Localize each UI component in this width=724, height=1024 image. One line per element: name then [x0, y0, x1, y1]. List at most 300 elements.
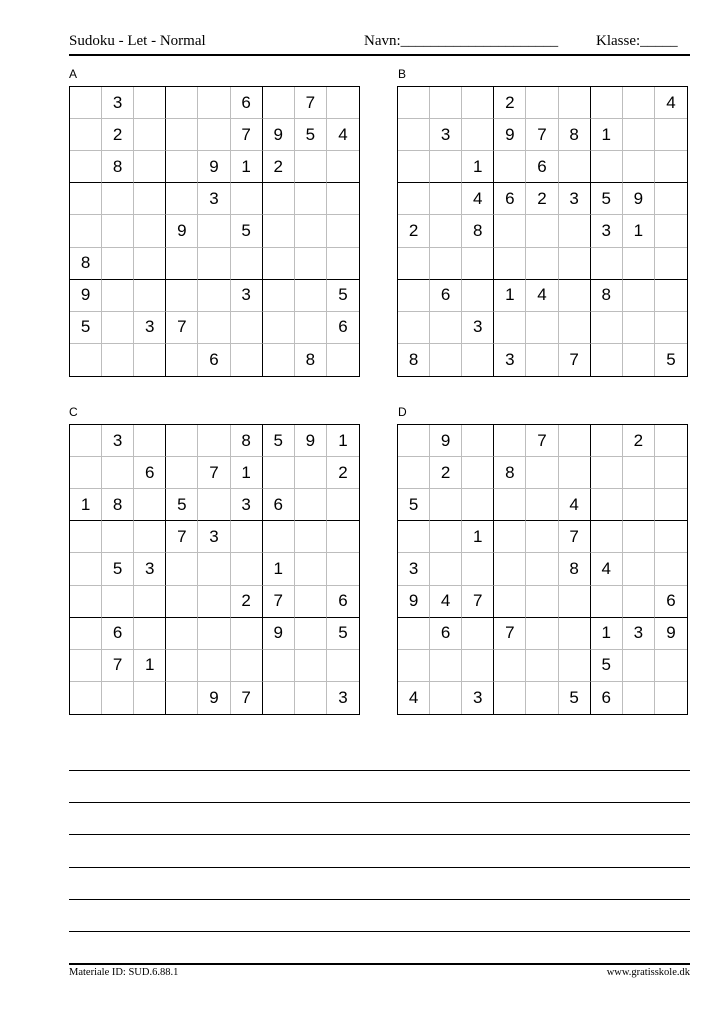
sudoku-cell[interactable]: [655, 183, 687, 215]
sudoku-cell[interactable]: 3: [231, 489, 263, 521]
sudoku-cell[interactable]: [263, 650, 295, 682]
sudoku-cell[interactable]: [526, 521, 558, 553]
sudoku-cell[interactable]: [398, 280, 430, 312]
sudoku-cell[interactable]: 5: [666, 349, 676, 369]
sudoku-cell[interactable]: [295, 280, 327, 312]
sudoku-cell[interactable]: [559, 312, 591, 344]
sudoku-cell[interactable]: [70, 618, 102, 650]
sudoku-cell[interactable]: [102, 280, 134, 312]
sudoku-cell[interactable]: [623, 682, 655, 714]
sudoku-cell[interactable]: 7: [231, 119, 263, 151]
sudoku-cell[interactable]: [623, 586, 655, 618]
sudoku-cell[interactable]: [430, 151, 462, 183]
sudoku-cell[interactable]: 9: [198, 151, 230, 183]
sudoku-cell[interactable]: [494, 248, 526, 280]
sudoku-cell[interactable]: [462, 618, 494, 650]
sudoku-cell[interactable]: [231, 650, 263, 682]
sudoku-cell[interactable]: [398, 87, 430, 119]
sudoku-cell[interactable]: [623, 151, 655, 183]
sudoku-cell[interactable]: [398, 119, 430, 151]
sudoku-cell[interactable]: 9: [263, 119, 295, 151]
sudoku-cell[interactable]: 3: [102, 425, 134, 457]
sudoku-cell[interactable]: 2: [430, 457, 462, 489]
sudoku-cell[interactable]: 9: [166, 215, 198, 247]
sudoku-cell[interactable]: [134, 682, 166, 714]
sudoku-cell[interactable]: [70, 87, 102, 119]
sudoku-cell[interactable]: [494, 521, 526, 553]
sudoku-cell[interactable]: 6: [263, 489, 295, 521]
sudoku-cell[interactable]: 1: [462, 521, 494, 553]
sudoku-cell[interactable]: [295, 521, 327, 553]
sudoku-cell[interactable]: [526, 586, 558, 618]
sudoku-cell[interactable]: [70, 553, 102, 585]
sudoku-cell[interactable]: [70, 521, 102, 553]
sudoku-cell[interactable]: [623, 119, 655, 151]
sudoku-cell[interactable]: [263, 215, 295, 247]
sudoku-cell[interactable]: [526, 489, 558, 521]
sudoku-cell[interactable]: [166, 586, 198, 618]
sudoku-cell[interactable]: 1: [623, 215, 655, 247]
sudoku-cell[interactable]: 6: [198, 344, 230, 376]
sudoku-cell[interactable]: [134, 344, 166, 376]
sudoku-cell[interactable]: [295, 312, 327, 344]
sudoku-cell[interactable]: [198, 87, 230, 119]
sudoku-cell[interactable]: [559, 215, 591, 247]
sudoku-cell[interactable]: 5: [166, 489, 198, 521]
sudoku-cell[interactable]: [430, 248, 462, 280]
sudoku-cell[interactable]: 8: [462, 215, 494, 247]
sudoku-cell[interactable]: 8: [559, 553, 591, 585]
sudoku-cell[interactable]: [591, 425, 623, 457]
sudoku-cell[interactable]: [263, 344, 295, 376]
sudoku-cell[interactable]: [623, 650, 655, 682]
sudoku-cell[interactable]: [494, 553, 526, 585]
sudoku-cell[interactable]: [655, 280, 687, 312]
sudoku-cell[interactable]: [623, 489, 655, 521]
writing-line[interactable]: [69, 931, 690, 932]
sudoku-cell[interactable]: [655, 521, 687, 553]
sudoku-cell[interactable]: [462, 489, 494, 521]
sudoku-cell[interactable]: [591, 344, 623, 376]
class-field[interactable]: Klasse:_____: [596, 33, 678, 49]
sudoku-cell[interactable]: 7: [166, 521, 198, 553]
sudoku-cell[interactable]: [623, 312, 655, 344]
sudoku-cell[interactable]: [591, 586, 623, 618]
sudoku-cell[interactable]: [398, 650, 430, 682]
sudoku-cell[interactable]: [591, 87, 623, 119]
sudoku-cell[interactable]: [198, 215, 230, 247]
sudoku-cell[interactable]: [70, 215, 102, 247]
sudoku-grid-a[interactable]: [69, 86, 360, 377]
sudoku-cell[interactable]: [102, 344, 134, 376]
sudoku-cell[interactable]: 5: [327, 618, 359, 650]
sudoku-cell[interactable]: 6: [430, 618, 462, 650]
sudoku-cell[interactable]: 9: [655, 618, 687, 650]
sudoku-cell[interactable]: 5: [559, 682, 591, 714]
sudoku-cell[interactable]: [462, 425, 494, 457]
sudoku-cell[interactable]: [327, 489, 359, 521]
sudoku-cell[interactable]: 4: [655, 87, 687, 119]
sudoku-cell[interactable]: [166, 553, 198, 585]
sudoku-cell[interactable]: [263, 248, 295, 280]
sudoku-cell[interactable]: 7: [198, 457, 230, 489]
sudoku-cell[interactable]: [198, 489, 230, 521]
sudoku-cell[interactable]: [462, 650, 494, 682]
sudoku-cell[interactable]: [134, 618, 166, 650]
writing-line[interactable]: [69, 802, 690, 803]
sudoku-cell[interactable]: [623, 344, 655, 376]
sudoku-cell[interactable]: [70, 650, 102, 682]
sudoku-cell[interactable]: [134, 425, 166, 457]
sudoku-cell[interactable]: 7: [263, 586, 295, 618]
sudoku-cell[interactable]: 7: [166, 312, 198, 344]
sudoku-cell[interactable]: [134, 119, 166, 151]
sudoku-cell[interactable]: [494, 215, 526, 247]
sudoku-cell[interactable]: 6: [102, 618, 134, 650]
sudoku-cell[interactable]: [494, 650, 526, 682]
sudoku-cell[interactable]: [559, 280, 591, 312]
sudoku-cell[interactable]: [494, 489, 526, 521]
sudoku-cell[interactable]: [70, 586, 102, 618]
sudoku-cell[interactable]: 7: [462, 586, 494, 618]
sudoku-cell[interactable]: 1: [231, 151, 263, 183]
sudoku-cell[interactable]: 4: [462, 183, 494, 215]
sudoku-cell[interactable]: 1: [70, 489, 102, 521]
sudoku-cell[interactable]: [102, 312, 134, 344]
sudoku-cell[interactable]: [430, 344, 462, 376]
sudoku-cell[interactable]: [134, 215, 166, 247]
sudoku-cell[interactable]: 8: [591, 280, 623, 312]
sudoku-cell[interactable]: 3: [623, 618, 655, 650]
sudoku-cell[interactable]: [327, 215, 359, 247]
sudoku-cell[interactable]: 9: [494, 119, 526, 151]
writing-line[interactable]: [69, 834, 690, 835]
sudoku-cell[interactable]: 3: [231, 280, 263, 312]
sudoku-cell[interactable]: [295, 248, 327, 280]
sudoku-cell[interactable]: [166, 425, 198, 457]
sudoku-cell[interactable]: [166, 344, 198, 376]
sudoku-cell[interactable]: 1: [263, 553, 295, 585]
sudoku-cell[interactable]: 1: [231, 457, 263, 489]
sudoku-cell[interactable]: 7: [526, 425, 558, 457]
sudoku-cell[interactable]: 5: [231, 215, 263, 247]
sudoku-cell[interactable]: [295, 586, 327, 618]
writing-line[interactable]: [69, 770, 690, 771]
sudoku-cell[interactable]: [134, 280, 166, 312]
sudoku-cell[interactable]: [295, 151, 327, 183]
sudoku-cell[interactable]: [327, 344, 359, 376]
sudoku-cell[interactable]: 3: [398, 553, 430, 585]
sudoku-cell[interactable]: [198, 586, 230, 618]
sudoku-cell[interactable]: [198, 425, 230, 457]
sudoku-cell[interactable]: 5: [591, 183, 623, 215]
sudoku-cell[interactable]: [623, 521, 655, 553]
sudoku-cell[interactable]: [263, 457, 295, 489]
sudoku-cell[interactable]: [559, 151, 591, 183]
sudoku-cell[interactable]: [526, 457, 558, 489]
sudoku-cell[interactable]: [591, 312, 623, 344]
sudoku-cell[interactable]: [655, 489, 687, 521]
sudoku-cell[interactable]: 4: [559, 489, 591, 521]
sudoku-cell[interactable]: [70, 457, 102, 489]
sudoku-cell[interactable]: [462, 344, 494, 376]
sudoku-cell[interactable]: [430, 521, 462, 553]
sudoku-cell[interactable]: [295, 650, 327, 682]
sudoku-cell[interactable]: 6: [494, 183, 526, 215]
sudoku-cell[interactable]: [430, 183, 462, 215]
sudoku-cell[interactable]: [655, 425, 687, 457]
sudoku-cell[interactable]: 3: [134, 312, 166, 344]
sudoku-cell[interactable]: 8: [559, 119, 591, 151]
sudoku-cell[interactable]: [559, 425, 591, 457]
sudoku-cell[interactable]: [655, 650, 687, 682]
sudoku-cell[interactable]: 6: [655, 586, 687, 618]
sudoku-cell[interactable]: [559, 248, 591, 280]
sudoku-cell[interactable]: [526, 87, 558, 119]
sudoku-cell[interactable]: [623, 457, 655, 489]
sudoku-cell[interactable]: [198, 553, 230, 585]
sudoku-cell[interactable]: [263, 280, 295, 312]
sudoku-cell[interactable]: 4: [591, 553, 623, 585]
sudoku-cell[interactable]: 8: [102, 151, 134, 183]
sudoku-cell[interactable]: [655, 682, 687, 714]
sudoku-cell[interactable]: [166, 183, 198, 215]
sudoku-cell[interactable]: [398, 183, 430, 215]
sudoku-cell[interactable]: [231, 553, 263, 585]
sudoku-cell[interactable]: [327, 650, 359, 682]
sudoku-cell[interactable]: [526, 618, 558, 650]
sudoku-cell[interactable]: [591, 151, 623, 183]
sudoku-cell[interactable]: 6: [327, 586, 359, 618]
sudoku-cell[interactable]: 7: [526, 119, 558, 151]
sudoku-cell[interactable]: 3: [134, 553, 166, 585]
sudoku-cell[interactable]: [559, 618, 591, 650]
sudoku-cell[interactable]: [166, 682, 198, 714]
name-field[interactable]: Navn:_____________________: [364, 33, 559, 49]
sudoku-cell[interactable]: [591, 521, 623, 553]
sudoku-cell[interactable]: 8: [398, 344, 430, 376]
sudoku-cell[interactable]: [623, 553, 655, 585]
sudoku-cell[interactable]: [134, 87, 166, 119]
sudoku-cell[interactable]: 2: [231, 586, 263, 618]
sudoku-cell[interactable]: [462, 248, 494, 280]
sudoku-cell[interactable]: [327, 521, 359, 553]
sudoku-cell[interactable]: [295, 183, 327, 215]
sudoku-cell[interactable]: 6: [134, 457, 166, 489]
sudoku-cell[interactable]: 5: [295, 119, 327, 151]
sudoku-cell[interactable]: [231, 344, 263, 376]
sudoku-cell[interactable]: 7: [559, 521, 591, 553]
sudoku-cell[interactable]: [102, 586, 134, 618]
sudoku-cell[interactable]: 3: [198, 521, 230, 553]
sudoku-cell[interactable]: 4: [430, 586, 462, 618]
sudoku-cell[interactable]: [102, 521, 134, 553]
sudoku-cell[interactable]: 6: [591, 682, 623, 714]
sudoku-cell[interactable]: [462, 457, 494, 489]
sudoku-cell[interactable]: 7: [295, 87, 327, 119]
sudoku-cell[interactable]: 9: [295, 425, 327, 457]
sudoku-cell[interactable]: [398, 457, 430, 489]
sudoku-cell[interactable]: 1: [462, 151, 494, 183]
sudoku-cell[interactable]: [134, 183, 166, 215]
sudoku-cell[interactable]: [231, 521, 263, 553]
sudoku-cell[interactable]: 9: [70, 280, 102, 312]
sudoku-cell[interactable]: [655, 553, 687, 585]
sudoku-cell[interactable]: [166, 87, 198, 119]
sudoku-cell[interactable]: [70, 119, 102, 151]
sudoku-cell[interactable]: [398, 312, 430, 344]
sudoku-cell[interactable]: [231, 618, 263, 650]
sudoku-cell[interactable]: [526, 344, 558, 376]
sudoku-cell[interactable]: [263, 682, 295, 714]
sudoku-cell[interactable]: [591, 489, 623, 521]
sudoku-cell[interactable]: [102, 215, 134, 247]
sudoku-cell[interactable]: 1: [591, 618, 623, 650]
sudoku-cell[interactable]: 9: [430, 425, 462, 457]
sudoku-cell[interactable]: [398, 521, 430, 553]
sudoku-cell[interactable]: 9: [198, 682, 230, 714]
sudoku-cell[interactable]: [591, 457, 623, 489]
sudoku-cell[interactable]: [623, 248, 655, 280]
sudoku-cell[interactable]: [327, 553, 359, 585]
sudoku-cell[interactable]: 8: [494, 457, 526, 489]
sudoku-cell[interactable]: [70, 682, 102, 714]
sudoku-cell[interactable]: 9: [623, 183, 655, 215]
sudoku-cell[interactable]: [494, 586, 526, 618]
sudoku-cell[interactable]: 3: [559, 183, 591, 215]
sudoku-cell[interactable]: 8: [70, 248, 102, 280]
sudoku-cell[interactable]: [231, 312, 263, 344]
sudoku-cell[interactable]: [559, 87, 591, 119]
sudoku-cell[interactable]: 6: [327, 312, 359, 344]
sudoku-cell[interactable]: [430, 489, 462, 521]
sudoku-cell[interactable]: [398, 618, 430, 650]
sudoku-cell[interactable]: [526, 215, 558, 247]
sudoku-cell[interactable]: [263, 312, 295, 344]
sudoku-cell[interactable]: [559, 586, 591, 618]
sudoku-cell[interactable]: 3: [102, 87, 134, 119]
sudoku-cell[interactable]: [198, 618, 230, 650]
sudoku-cell[interactable]: [526, 682, 558, 714]
sudoku-cell[interactable]: 7: [102, 650, 134, 682]
sudoku-cell[interactable]: [327, 87, 359, 119]
sudoku-cell[interactable]: 4: [327, 119, 359, 151]
sudoku-cell[interactable]: 5: [398, 489, 430, 521]
sudoku-cell[interactable]: 1: [327, 425, 359, 457]
sudoku-cell[interactable]: [134, 586, 166, 618]
sudoku-cell[interactable]: 3: [591, 215, 623, 247]
sudoku-cell[interactable]: 6: [526, 151, 558, 183]
sudoku-cell[interactable]: [398, 248, 430, 280]
sudoku-cell[interactable]: [231, 183, 263, 215]
sudoku-cell[interactable]: [526, 650, 558, 682]
sudoku-cell[interactable]: [559, 457, 591, 489]
sudoku-cell[interactable]: [655, 312, 687, 344]
sudoku-cell[interactable]: [494, 312, 526, 344]
sudoku-cell[interactable]: [134, 248, 166, 280]
sudoku-cell[interactable]: [494, 425, 526, 457]
sudoku-cell[interactable]: [655, 119, 687, 151]
sudoku-cell[interactable]: 1: [494, 280, 526, 312]
sudoku-grid-d[interactable]: [397, 424, 688, 715]
sudoku-cell[interactable]: [295, 553, 327, 585]
sudoku-cell[interactable]: [166, 650, 198, 682]
sudoku-cell[interactable]: [231, 248, 263, 280]
sudoku-cell[interactable]: 1: [134, 650, 166, 682]
sudoku-cell[interactable]: [430, 553, 462, 585]
sudoku-cell[interactable]: 5: [70, 312, 102, 344]
sudoku-cell[interactable]: [655, 248, 687, 280]
sudoku-grid-c[interactable]: [69, 424, 360, 715]
sudoku-cell[interactable]: 3: [430, 119, 462, 151]
sudoku-cell[interactable]: [398, 425, 430, 457]
sudoku-cell[interactable]: [526, 248, 558, 280]
sudoku-cell[interactable]: [430, 682, 462, 714]
sudoku-cell[interactable]: 7: [231, 682, 263, 714]
sudoku-cell[interactable]: [198, 248, 230, 280]
sudoku-cell[interactable]: [70, 425, 102, 457]
sudoku-cell[interactable]: 3: [494, 344, 526, 376]
sudoku-cell[interactable]: [655, 215, 687, 247]
sudoku-cell[interactable]: [198, 280, 230, 312]
sudoku-cell[interactable]: [198, 119, 230, 151]
writing-line[interactable]: [69, 867, 690, 868]
sudoku-cell[interactable]: [430, 312, 462, 344]
sudoku-cell[interactable]: [295, 618, 327, 650]
sudoku-cell[interactable]: [559, 650, 591, 682]
sudoku-cell[interactable]: 7: [494, 618, 526, 650]
sudoku-cell[interactable]: 9: [263, 618, 295, 650]
sudoku-cell[interactable]: [295, 215, 327, 247]
website-link[interactable]: www.gratisskole.dk: [606, 967, 690, 978]
sudoku-cell[interactable]: [166, 280, 198, 312]
sudoku-cell[interactable]: [70, 344, 102, 376]
sudoku-cell[interactable]: [295, 489, 327, 521]
sudoku-cell[interactable]: 1: [591, 119, 623, 151]
sudoku-cell[interactable]: 7: [559, 344, 591, 376]
sudoku-cell[interactable]: [166, 119, 198, 151]
sudoku-cell[interactable]: 2: [494, 87, 526, 119]
sudoku-cell[interactable]: 5: [102, 553, 134, 585]
sudoku-cell[interactable]: [462, 87, 494, 119]
sudoku-cell[interactable]: [327, 248, 359, 280]
sudoku-cell[interactable]: [655, 151, 687, 183]
writing-line[interactable]: [69, 899, 690, 900]
sudoku-cell[interactable]: 5: [263, 425, 295, 457]
sudoku-cell[interactable]: [327, 183, 359, 215]
sudoku-cell[interactable]: 8: [295, 344, 327, 376]
sudoku-cell[interactable]: [526, 553, 558, 585]
sudoku-cell[interactable]: [295, 457, 327, 489]
sudoku-cell[interactable]: [102, 248, 134, 280]
sudoku-cell[interactable]: 8: [231, 425, 263, 457]
sudoku-cell[interactable]: [263, 87, 295, 119]
sudoku-cell[interactable]: [462, 553, 494, 585]
sudoku-cell[interactable]: [134, 151, 166, 183]
sudoku-cell[interactable]: 4: [526, 280, 558, 312]
sudoku-cell[interactable]: 5: [327, 280, 359, 312]
sudoku-cell[interactable]: [166, 457, 198, 489]
sudoku-cell[interactable]: 3: [198, 183, 230, 215]
sudoku-cell[interactable]: [70, 151, 102, 183]
sudoku-cell[interactable]: 3: [462, 682, 494, 714]
sudoku-cell[interactable]: [263, 183, 295, 215]
sudoku-cell[interactable]: [166, 618, 198, 650]
sudoku-cell[interactable]: 2: [102, 119, 134, 151]
sudoku-cell[interactable]: 4: [398, 682, 430, 714]
sudoku-cell[interactable]: [327, 151, 359, 183]
sudoku-cell[interactable]: [430, 650, 462, 682]
